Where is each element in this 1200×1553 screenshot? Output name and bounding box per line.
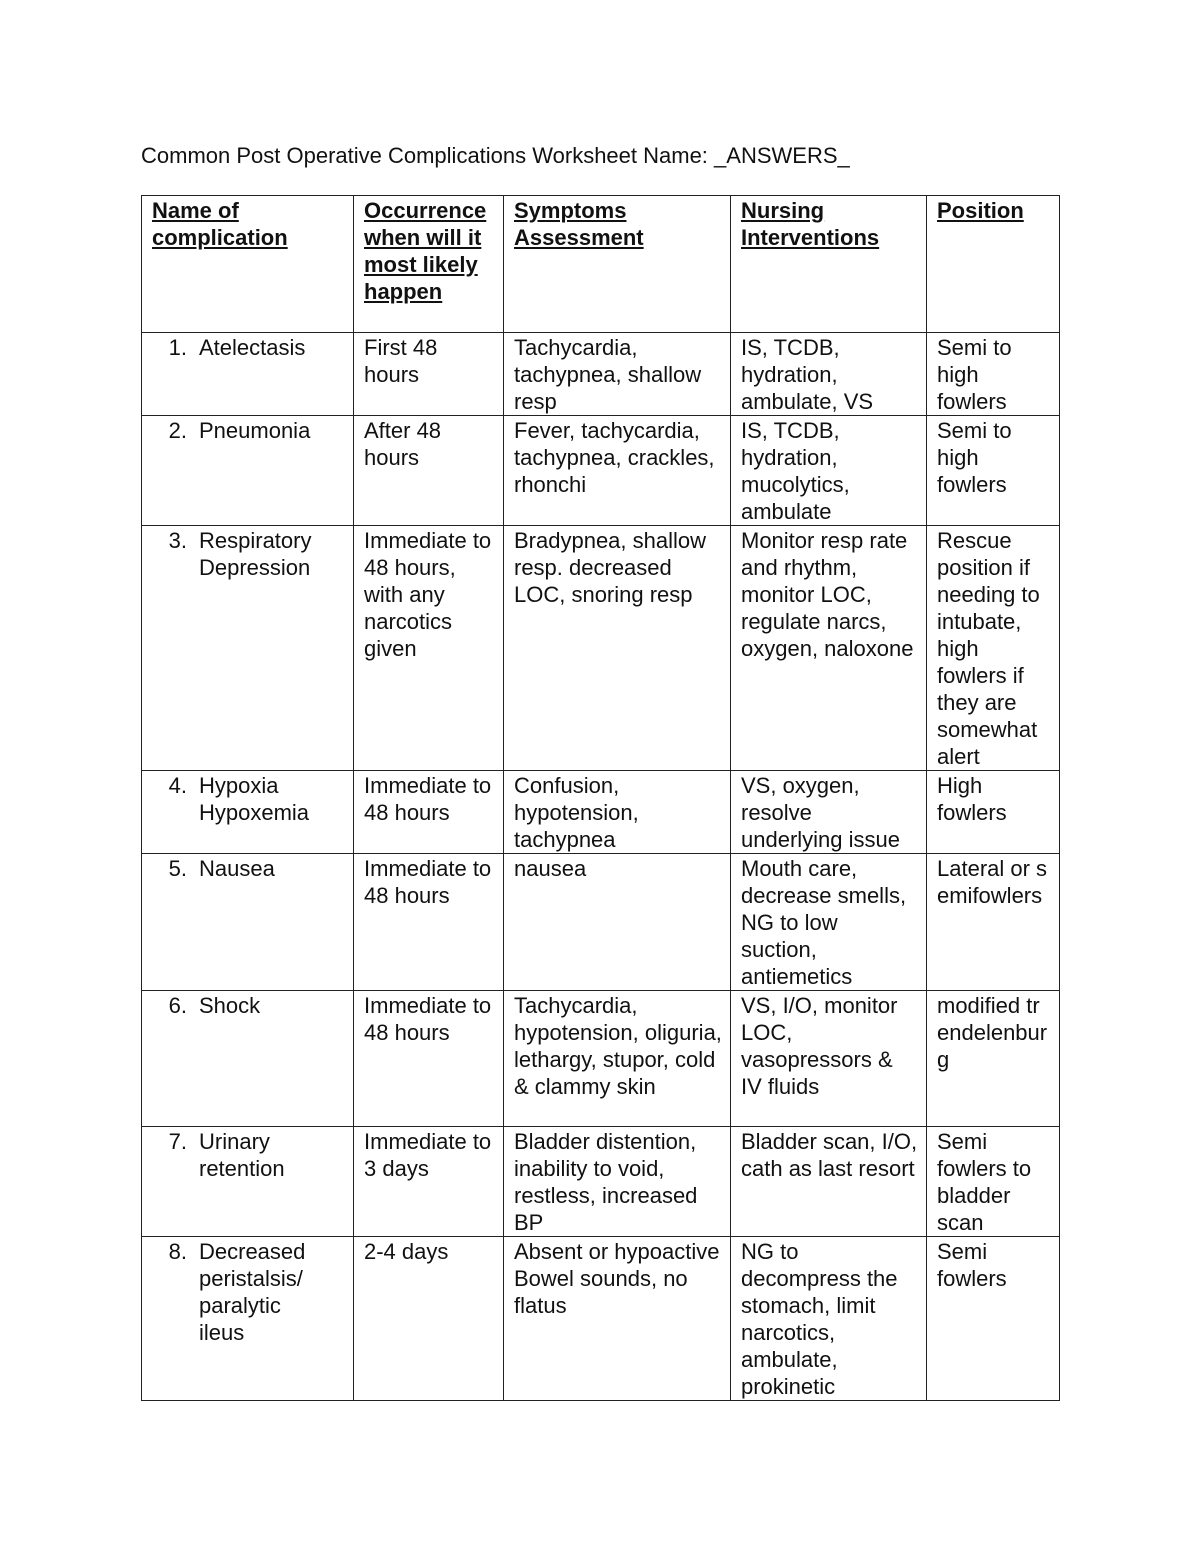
symptoms-cell: Fever, tachycardia, tachypnea, crackles, rhonchi <box>504 416 731 526</box>
symptoms-cell: Bradypnea, shallow resp. decreased LOC, snoring resp <box>504 526 731 771</box>
header-name-of-complication <box>142 196 354 333</box>
header-symptoms <box>504 196 731 333</box>
header-occurrence <box>354 196 504 333</box>
table-row <box>142 416 1060 526</box>
occurrence-cell: Immediate to 3 days <box>354 1127 504 1237</box>
table-row <box>142 1127 1060 1237</box>
complication-cell <box>142 1127 354 1237</box>
table-row <box>142 771 1060 854</box>
interventions-cell: IS, TCDB, hydration, mucolytics, ambulate <box>731 416 927 526</box>
occurrence-cell: Immediate to 48 hours <box>354 991 504 1127</box>
position-cell: Lateral or semifowlers <box>927 854 1060 991</box>
table-row <box>142 526 1060 771</box>
complication-name: Respiratory Depression <box>199 528 312 580</box>
interventions-cell: VS, oxygen, resolve underlying issue <box>731 771 927 854</box>
interventions-cell: Monitor resp rate and rhythm, monitor LOC, regulate narcs, oxygen, naloxone <box>731 526 927 771</box>
complication-cell <box>142 1237 354 1401</box>
occurrence-cell: After 48 hours <box>354 416 504 526</box>
interventions-cell: VS, I/O, monitor LOC, vasopressors & IV fluids <box>731 991 927 1127</box>
header-label: Occurrence when will it most likely happen <box>364 198 487 304</box>
complication-name: Urinary retention <box>199 1129 285 1181</box>
interventions-cell: Bladder scan, I/O, cath as last resort <box>731 1127 927 1237</box>
interventions-cell: IS, TCDB, hydration, ambulate, VS <box>731 333 927 416</box>
symptoms-cell: Confusion, hypotension, tachypnea <box>504 771 731 854</box>
symptoms-cell: nausea <box>504 854 731 991</box>
occurrence-cell: Immediate to 48 hours <box>354 854 504 991</box>
symptoms-cell: Absent or hypoactive Bowel sounds, no flatus <box>504 1237 731 1401</box>
complication-cell <box>142 771 354 854</box>
interventions-cell: Mouth care, decrease smells, NG to low suction, antiemetics <box>731 854 927 991</box>
occurrence-cell: Immediate to 48 hours <box>354 771 504 854</box>
row-number: 4. <box>168 773 187 798</box>
complication-name: Decreased peristalsis/ paralytic ileus <box>199 1239 306 1345</box>
complication-name: Nausea <box>199 856 275 881</box>
table-header-row <box>142 196 1060 333</box>
header-label: Name of complication <box>152 198 288 250</box>
occurrence-cell: 2-4 days <box>354 1237 504 1401</box>
position-cell: Semi to high fowlers <box>927 333 1060 416</box>
row-number: 8. <box>168 1239 187 1264</box>
complication-name: Shock <box>199 993 261 1018</box>
header-label: Position <box>937 198 1024 223</box>
complication-cell <box>142 416 354 526</box>
header-interventions <box>731 196 927 333</box>
position-cell: High fowlers <box>927 771 1060 854</box>
interventions-cell: NG to decompress the stomach, limit narcotics, ambulate, prokinetic <box>731 1237 927 1401</box>
complication-name: Atelectasis <box>199 335 306 360</box>
occurrence-cell: Immediate to 48 hours, with any narcotics given <box>354 526 504 771</box>
complication-cell <box>142 854 354 991</box>
header-label: Nursing Interventions <box>741 198 880 250</box>
symptoms-cell: Tachycardia, tachypnea, shallow resp <box>504 333 731 416</box>
position-cell: Rescue position if needing to intubate, high fowlers if they are somewhat alert <box>927 526 1060 771</box>
complication-name: Pneumonia <box>199 418 311 443</box>
position-cell: Semi fowlers <box>927 1237 1060 1401</box>
row-number: 5. <box>168 856 187 881</box>
complication-cell <box>142 333 354 416</box>
page-title: Common Post Operative Complications Worksheet Name: _ANSWERS_ <box>141 143 850 168</box>
row-number: 1. <box>168 335 187 360</box>
position-cell: modified trendelenburg <box>927 991 1060 1127</box>
table-row <box>142 1237 1060 1401</box>
table-row <box>142 854 1060 991</box>
position-cell: Semi fowlers to bladder scan <box>927 1127 1060 1237</box>
row-number: 2. <box>168 418 187 443</box>
position-cell: Semi to high fowlers <box>927 416 1060 526</box>
symptoms-cell: Tachycardia, hypotension, oliguria, lethargy, stupor, cold & clammy skin <box>504 991 731 1127</box>
symptoms-cell: Bladder distention, inability to void, restless, increased BP <box>504 1127 731 1237</box>
occurrence-cell: First 48 hours <box>354 333 504 416</box>
row-number: 7. <box>168 1129 187 1154</box>
complication-cell <box>142 526 354 771</box>
table-row <box>142 333 1060 416</box>
row-number: 6. <box>168 993 187 1018</box>
header-label: Symptoms Assessment <box>514 198 644 250</box>
table-row <box>142 991 1060 1127</box>
complication-name: Hypoxia Hypoxemia <box>199 773 310 825</box>
complication-cell <box>142 991 354 1127</box>
complications-table <box>141 195 1060 1401</box>
header-position <box>927 196 1060 333</box>
row-number: 3. <box>168 528 187 553</box>
